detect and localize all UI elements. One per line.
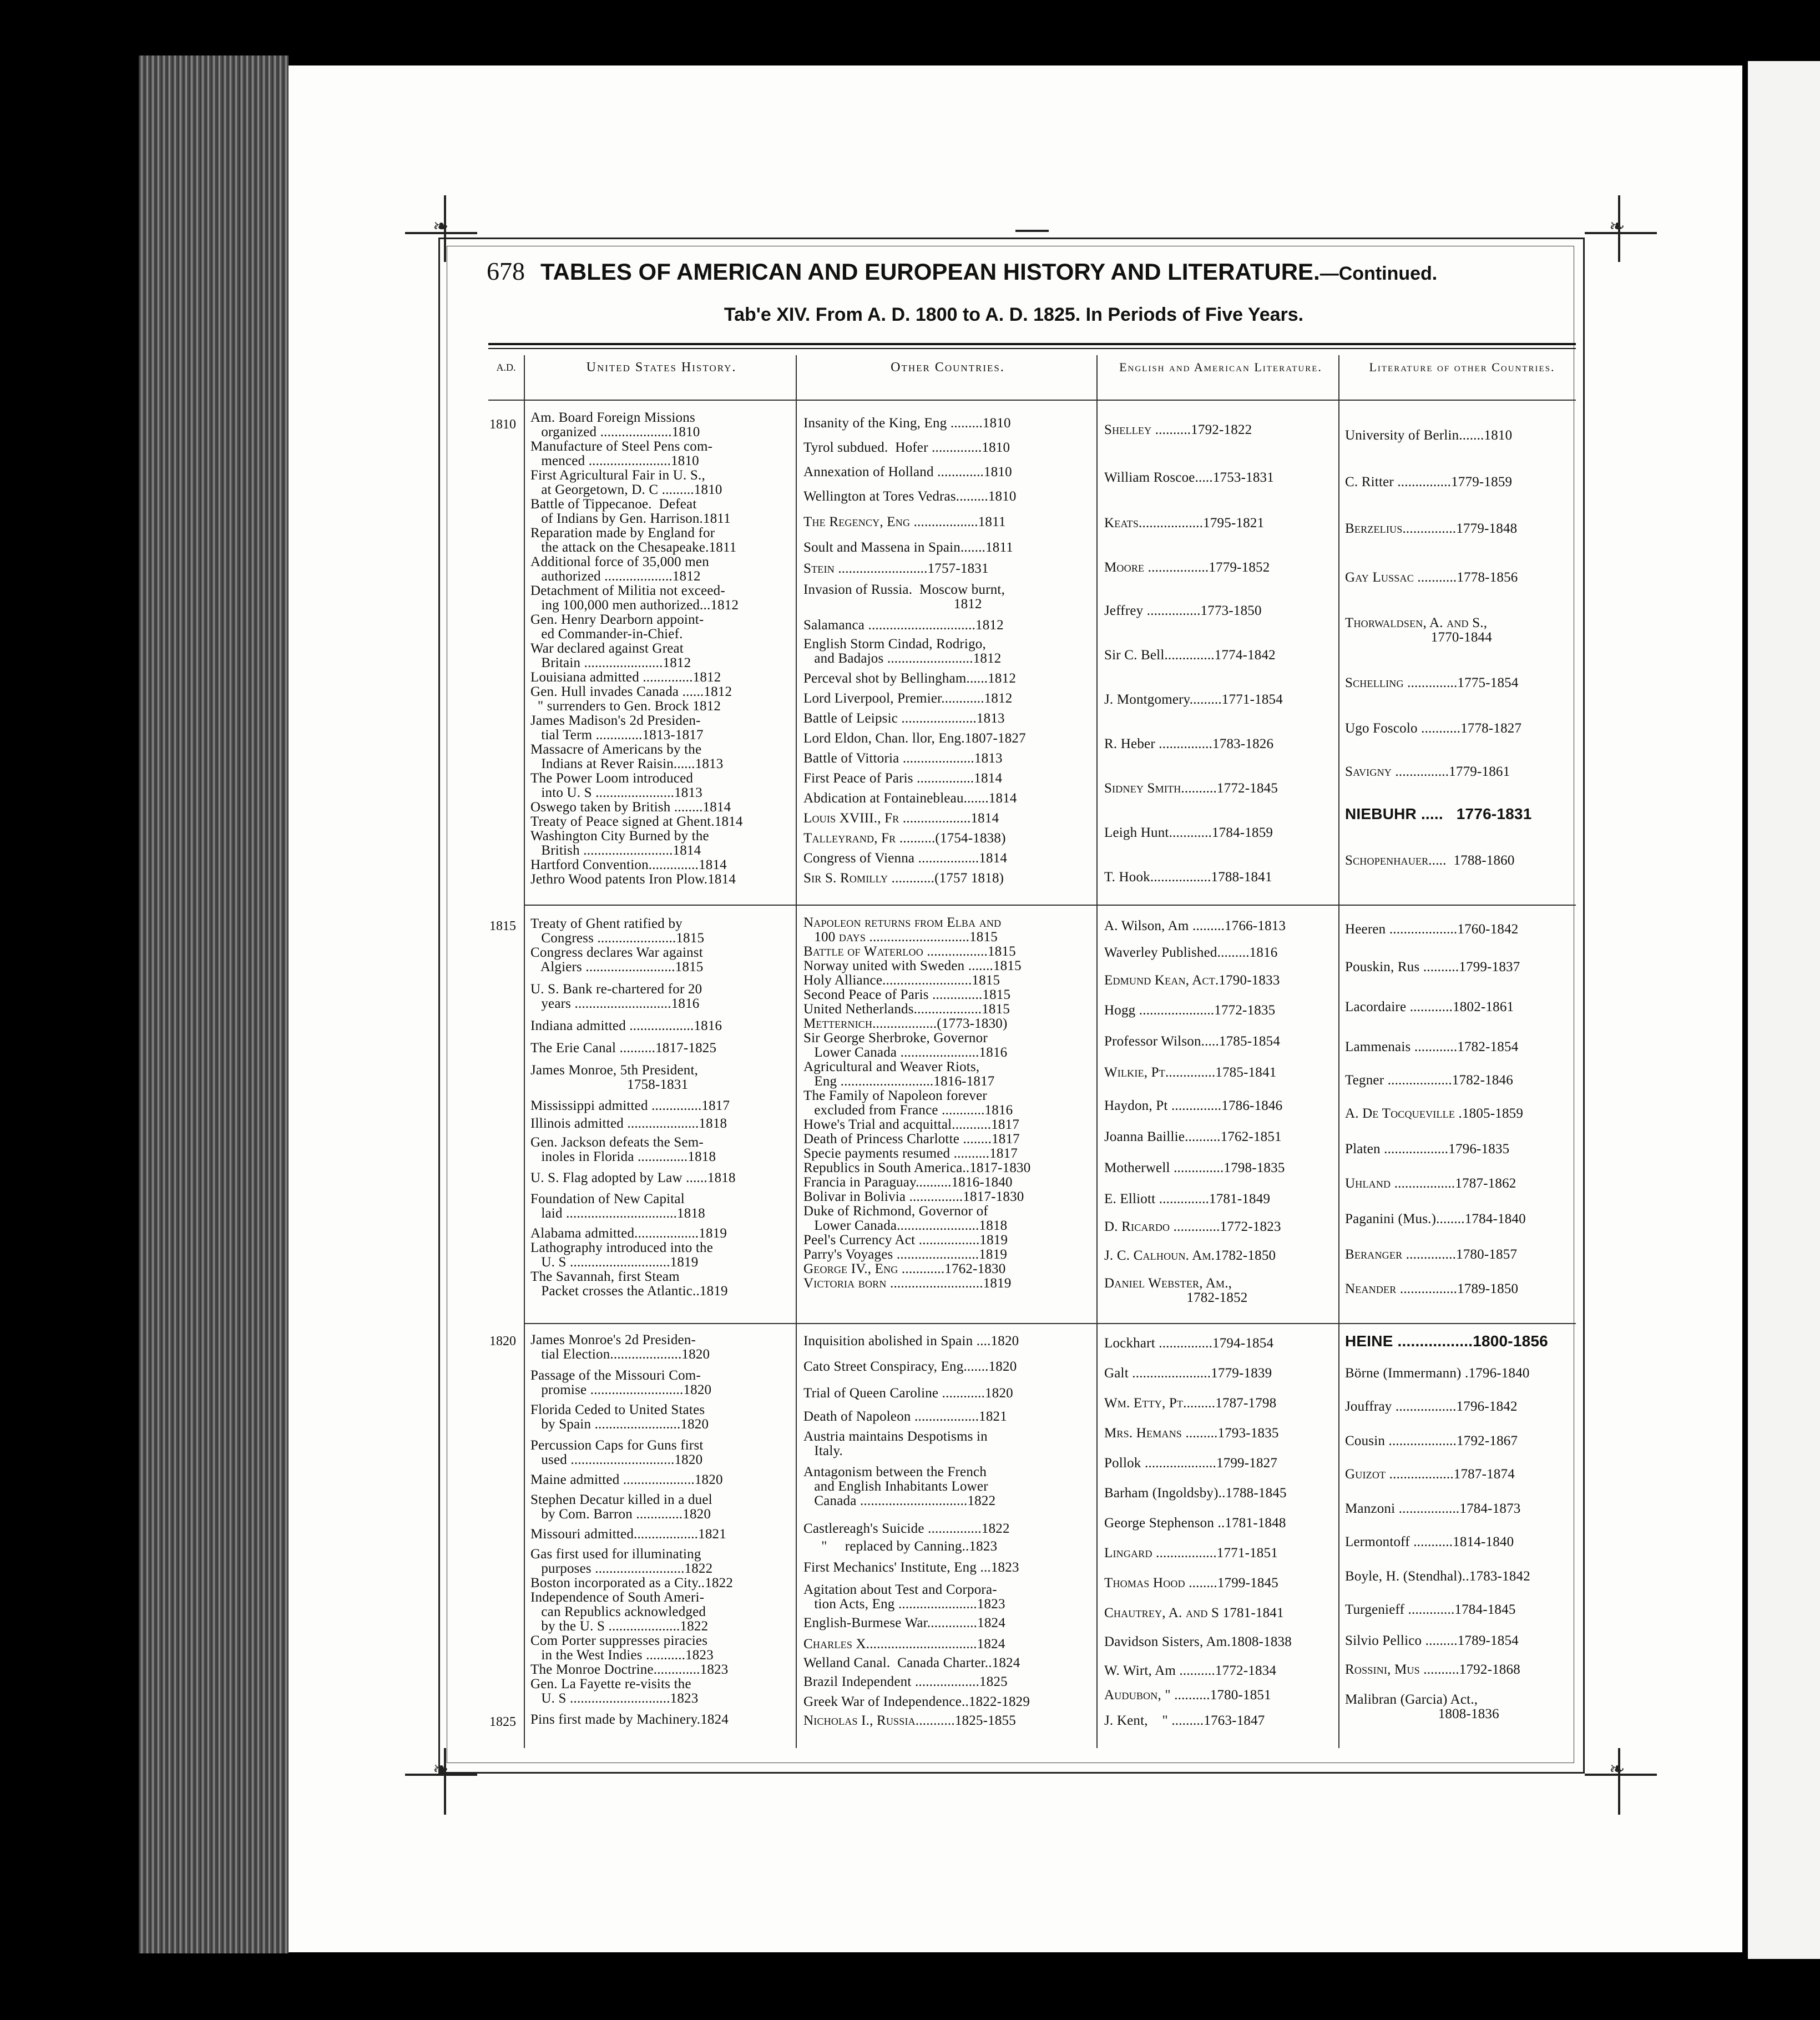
other-countries-entry: Battle of Waterloo .................1815 [803,944,1016,959]
english-literature-entry: Lingard .................1771-1851 [1104,1546,1278,1561]
us-history-entry: Missouri admitted..................1821 [530,1527,726,1542]
other-countries-entry: The Regency, Eng ..................1811 [803,514,1006,529]
other-countries-entry: Nicholas I., Russia...........1825-1855 [803,1713,1016,1728]
us-history-entry: Massacre of Americans by the Indians at Rever Raisin......1813 [530,742,724,771]
english-literature-entry: Mrs. Hemans .........1793-1835 [1104,1426,1279,1441]
other-literature-entry: Lammenais ............1782-1854 [1345,1039,1519,1054]
us-history-entry: The Savannah, first Steam Packet crosses the Atlantic..1819 [530,1269,728,1299]
other-countries-entry: Napoleon returns from Elba and 100 days ............................1815 [803,915,1002,945]
us-history-entry: Treaty of Ghent ratified by Congress ......................1815 [530,916,705,946]
other-countries-entry: Brazil Independent ..................1825 [803,1674,1008,1689]
other-countries-entry: " replaced by Canning..1823 [803,1539,998,1554]
other-countries-entry: Antagonism between the French and English Inhabitants Lower Canada ..............................1822 [803,1464,996,1508]
other-countries-entry: Talleyrand, Fr ..........(1754-1838) [803,831,1006,846]
us-history-entry: James Madison's 2d Presiden- tial Term .............1813-1817 [530,713,704,743]
us-history-entry: U. S. Bank re-chartered for 20 years ...........................1816 [530,982,702,1011]
other-countries-entry: Norway united with Sweden .......1815 [803,958,1022,973]
us-history-entry: Battle of Tippecanoe. Defeat of Indians by Gen. Harrison.1811 [530,497,731,526]
other-literature-entry: C. Ritter ...............1779-1859 [1345,474,1513,489]
other-countries-entry: Agricultural and Weaver Riots, Eng ..........................1816-1817 [803,1059,995,1089]
us-history-entry: Oswego taken by British ........1814 [530,800,731,815]
other-literature-entry: Lermontoff ...........1814-1840 [1345,1534,1514,1549]
us-history-entry: Illinois admitted ....................1818 [530,1116,727,1131]
other-literature-entry: Beranger ..............1780-1857 [1345,1247,1518,1262]
us-history-entry: Jethro Wood patents Iron Plow.1814 [530,872,736,887]
column-header-other-countries: Other Countries. [891,360,1005,375]
english-literature-entry: Motherwell ..............1798-1835 [1104,1160,1285,1175]
other-literature-entry: NIEBUHR ..... 1776-1831 [1345,805,1532,822]
column-header-english-american: English and American Literature. [1119,360,1322,374]
column-divider [796,355,797,1748]
english-literature-entry: Galt ......................1779-1839 [1104,1366,1272,1381]
other-countries-entry: Specie payments resumed ..........1817 [803,1146,1018,1161]
other-countries-entry: Inquisition abolished in Spain ....1820 [803,1334,1019,1349]
us-history-entry: Percussion Caps for Guns first used .............................1820 [530,1438,704,1467]
english-literature-entry: Lockhart ...............1794-1854 [1104,1336,1274,1351]
english-literature-entry: Wilkie, Pt..............1785-1841 [1104,1065,1277,1080]
other-literature-entry: A. De Tocqueville .1805-1859 [1345,1106,1524,1121]
table-subtitle: Tab'e XIV. From A. D. 1800 to A. D. 1825. In Periods of Five Years. [724,304,1304,325]
other-countries-entry: Austria maintains Despotisms in Italy. [803,1429,988,1458]
us-history-entry: Gas first used for illuminating purposes .........................1822 [530,1547,713,1576]
other-countries-entry: Perceval shot by Bellingham......1812 [803,671,1017,686]
us-history-entry: Indiana admitted ..................1816 [530,1018,722,1033]
other-literature-entry: University of Berlin.......1810 [1345,428,1513,443]
other-literature-entry: Malibran (Garcia) Act., 1808-1836 [1345,1692,1499,1721]
other-countries-entry: Battle of Leipsic .....................1813 [803,711,1005,726]
corner-flourish-bl-icon: ❧ [433,1759,449,1780]
us-history-entry: " surrenders to Gen. Brock 1812 [530,699,721,714]
other-literature-entry: HEINE .................1800-1856 [1345,1332,1548,1350]
us-history-entry: Hartford Convention..............1814 [530,857,727,872]
period-divider [524,905,1576,906]
other-countries-entry: Republics in South America..1817-1830 [803,1160,1031,1175]
us-history-entry: The Erie Canal ..........1817-1825 [530,1041,717,1056]
english-literature-entry: Waverley Published.........1816 [1104,945,1278,960]
english-literature-entry: George Stephenson ..1781-1848 [1104,1516,1286,1531]
us-history-entry: War declared against Great Britain ......................1812 [530,641,691,670]
other-countries-entry: United Netherlands...................1815 [803,1002,1010,1017]
year-label: 1810 [489,417,516,432]
us-history-entry: Gen. Jackson defeats the Sem- inoles in Florida ..............1818 [530,1135,716,1164]
header-row-divider [488,400,1576,401]
other-countries-entry: Lord Liverpool, Premier............1812 [803,691,1013,706]
other-literature-entry: Lacordaire ............1802-1861 [1345,999,1514,1014]
other-countries-entry: Death of Napoleon ..................1821 [803,1409,1007,1424]
column-header-ad: A.D. [496,362,516,373]
us-history-entry: James Monroe, 5th President, 1758-1831 [530,1063,699,1092]
corner-flourish-tl-icon: ❧ [433,216,449,237]
us-history-entry: Additional force of 35,000 men authorized ...................1812 [530,554,709,584]
heading-rule-thin [488,348,1576,349]
english-literature-entry: Wm. Etty, Pt.........1787-1798 [1104,1396,1277,1411]
english-literature-entry: Chautrey, A. and S 1781-1841 [1104,1605,1284,1620]
english-literature-entry: Audubon, " ..........1780-1851 [1104,1688,1271,1703]
other-countries-entry: Lord Eldon, Chan. llor, Eng.1807-1827 [803,731,1026,746]
us-history-entry: Foundation of New Capital laid ...............................1818 [530,1191,705,1221]
corner-flourish-tr-icon: ❧ [1609,216,1625,237]
english-literature-entry: J. Kent, " .........1763-1847 [1104,1713,1265,1728]
english-literature-entry: Davidson Sisters, Am.1808-1838 [1104,1634,1292,1649]
other-countries-entry: Insanity of the King, Eng .........1810 [803,416,1011,431]
other-literature-entry: Boyle, H. (Stendhal)..1783-1842 [1345,1569,1530,1584]
other-countries-entry: Cato Street Conspiracy, Eng.......1820 [803,1359,1017,1374]
other-countries-entry: Invasion of Russia. Moscow burnt, 1812 [803,582,1005,612]
year-label: 1820 [489,1334,516,1349]
other-countries-entry: Stein .........................1757-1831 [803,561,989,576]
other-literature-entry: Silvio Pellico .........1789-1854 [1345,1633,1519,1648]
us-history-entry: Louisiana admitted ..............1812 [530,670,721,685]
other-countries-entry: Battle of Vittoria ....................1813 [803,751,1003,766]
other-countries-entry: Trial of Queen Caroline ............1820 [803,1386,1013,1401]
us-history-entry: Am. Board Foreign Missions organized ....................1810 [530,410,700,440]
other-countries-entry: Metternich..................(1773-1830) [803,1016,1008,1031]
other-literature-entry: Pouskin, Rus ..........1799-1837 [1345,960,1520,974]
other-literature-entry: Rossini, Mus ..........1792-1868 [1345,1662,1520,1677]
other-literature-entry: Tegner ..................1782-1846 [1345,1073,1513,1088]
english-literature-entry: Jeffrey ...............1773-1850 [1104,603,1262,618]
english-literature-entry: Moore .................1779-1852 [1104,560,1270,575]
us-history-entry: Stephen Decatur killed in a duel by Com. Barron .............1820 [530,1492,712,1522]
other-literature-entry: Turgenieff .............1784-1845 [1345,1602,1516,1617]
english-literature-entry: Thomas Hood ........1799-1845 [1104,1575,1278,1590]
english-literature-entry: William Roscoe.....1753-1831 [1104,470,1274,485]
us-history-entry: Alabama admitted..................1819 [530,1226,727,1241]
other-countries-entry: Charles X...............................1824 [803,1637,1005,1652]
other-literature-entry: Heeren ...................1760-1842 [1345,922,1519,937]
other-literature-entry: Cousin ...................1792-1867 [1345,1433,1518,1448]
other-literature-entry: Schopenhauer..... 1788-1860 [1345,853,1515,868]
other-countries-entry: Wellington at Tores Vedras.........1810 [803,489,1017,504]
other-countries-entry: English-Burmese War..............1824 [803,1615,1005,1630]
column-divider [1096,355,1098,1748]
top-center-ornament [1015,230,1049,232]
other-countries-entry: Francia in Paraguay..........1816-1840 [803,1175,1013,1190]
page-heading [487,256,1541,286]
us-history-entry: First Agricultural Fair in U. S., at Georgetown, D. C .........1810 [530,468,722,497]
other-literature-entry: Gay Lussac ...........1778-1856 [1345,570,1518,585]
us-history-entry: Florida Ceded to United States by Spain ........................1820 [530,1402,709,1432]
us-history-entry: Congress declares War against Algiers .........................1815 [530,945,704,974]
other-literature-entry: Platen ..................1796-1835 [1345,1142,1510,1157]
english-literature-entry: E. Elliott ..............1781-1849 [1104,1191,1271,1206]
year-label: 1825 [489,1715,516,1729]
us-history-entry: Gen. Henry Dearborn appoint- ed Commander-in-Chief. [530,612,704,642]
english-literature-entry: T. Hook.................1788-1841 [1104,870,1272,885]
us-history-entry: The Monroe Doctrine.............1823 [530,1662,729,1677]
other-countries-entry: English Storm Cindad, Rodrigo, and Badajos ........................1812 [803,637,1002,666]
column-header-literature-other: Literature of other Countries. [1369,360,1555,374]
us-history-entry: Mississippi admitted ..............1817 [530,1098,730,1113]
other-literature-entry: Manzoni .................1784-1873 [1345,1501,1521,1516]
other-countries-entry: Second Peace of Paris ..............1815 [803,987,1011,1002]
other-literature-entry: Ugo Foscolo ...........1778-1827 [1345,721,1522,736]
other-countries-entry: Louis XVIII., Fr ...................1814 [803,811,999,826]
page-number: 678 [487,257,525,285]
us-history-entry: Treaty of Peace signed at Ghent.1814 [530,814,743,829]
us-history-entry: James Monroe's 2d Presiden- tial Election....................1820 [530,1332,710,1362]
other-countries-entry: Parry's Voyages .......................1819 [803,1247,1008,1262]
period-divider [524,1323,1576,1324]
other-countries-entry: Soult and Massena in Spain.......1811 [803,540,1013,555]
corner-flourish-br-icon: ❧ [1609,1759,1625,1780]
english-literature-entry: A. Wilson, Am .........1766-1813 [1104,918,1286,933]
english-literature-entry: D. Ricardo .............1772-1823 [1104,1219,1281,1234]
heading-rule-thick [488,343,1576,345]
other-literature-entry: Jouffray .................1796-1842 [1345,1399,1518,1414]
other-countries-entry: Howe's Trial and acquittal...........1817 [803,1117,1020,1132]
english-literature-entry: Joanna Baillie..........1762-1851 [1104,1129,1282,1144]
english-literature-entry: J. C. Calhoun. Am.1782-1850 [1104,1248,1276,1263]
other-countries-entry: Victoria born ..........................1819 [803,1276,1012,1291]
english-literature-entry: Professor Wilson.....1785-1854 [1104,1034,1281,1049]
other-countries-entry: First Peace of Paris ................1814 [803,771,1003,786]
other-countries-entry: Sir George Sherbroke, Governor Lower Canada ......................1816 [803,1031,1008,1060]
facing-page-edge [1748,61,1820,1959]
english-literature-entry: Shelley ..........1792-1822 [1104,422,1252,437]
english-literature-entry: Sidney Smith..........1772-1845 [1104,781,1278,796]
english-literature-entry: Barham (Ingoldsby)..1788-1845 [1104,1486,1287,1501]
other-countries-entry: Death of Princess Charlotte ........1817 [803,1132,1020,1147]
us-history-entry: Manufacture of Steel Pens com- menced .......................1810 [530,439,713,468]
other-literature-entry: Savigny ...............1779-1861 [1345,764,1510,779]
us-history-entry: The Power Loom introduced into U. S ......................1813 [530,771,702,800]
english-literature-entry: Haydon, Pt ..............1786-1846 [1104,1098,1283,1113]
us-history-entry: Independence of South Ameri- can Republics acknowledged by the U. S ....................1822 [530,1590,709,1634]
us-history-entry: Lathography introduced into the U. S ............................1819 [530,1240,714,1270]
other-countries-entry: Peel's Currency Act .................1819 [803,1233,1008,1248]
english-literature-entry: Hogg .....................1772-1835 [1104,1003,1276,1018]
us-history-entry: U. S. Flag adopted by Law ......1818 [530,1170,736,1185]
continued-label: —Continued. [1320,263,1438,284]
english-literature-entry: Leigh Hunt............1784-1859 [1104,825,1273,840]
other-countries-entry: Holy Alliance.........................1815 [803,973,1000,988]
us-history-entry: Com Porter suppresses piracies in the West Indies ...........1823 [530,1633,714,1663]
other-countries-entry: Congress of Vienna .................1814 [803,851,1008,866]
english-literature-entry: J. Montgomery.........1771-1854 [1104,692,1283,707]
column-header-us-history: United States History. [586,360,737,375]
other-countries-entry: Greek War of Independence..1822-1829 [803,1694,1030,1709]
other-literature-entry: Guizot ..................1787-1874 [1345,1467,1515,1482]
english-literature-entry: Sir C. Bell..............1774-1842 [1104,648,1276,663]
other-literature-entry: Schelling ..............1775-1854 [1345,675,1519,690]
other-literature-entry: Thorwaldsen, A. and S., 1770-1844 [1345,615,1492,645]
us-history-entry: Pins first made by Machinery.1824 [530,1712,729,1727]
book-spine-edge [139,55,289,1953]
other-countries-entry: Sir S. Romilly ............(1757 1818) [803,871,1004,886]
other-literature-entry: Neander ................1789-1850 [1345,1281,1519,1296]
other-countries-entry: Bolivar in Bolivia ...............1817-1830 [803,1189,1024,1204]
english-literature-entry: R. Heber ...............1783-1826 [1104,736,1274,751]
page-title: TABLES OF AMERICAN AND EUROPEAN HISTORY AND LITERATURE. [540,259,1320,285]
other-literature-entry: Uhland .................1787-1862 [1345,1176,1516,1191]
us-history-entry: Maine admitted ....................1820 [530,1472,723,1487]
other-countries-entry: Castlereagh's Suicide ...............1822 [803,1521,1010,1536]
us-history-entry: Washington City Burned by the British .........................1814 [530,829,709,858]
other-countries-entry: Annexation of Holland .............1810 [803,464,1012,479]
english-literature-entry: W. Wirt, Am ..........1772-1834 [1104,1663,1277,1678]
us-history-entry: Reparation made by England for the attack on the Chesapeake.1811 [530,526,737,555]
column-divider [1338,355,1339,1748]
other-countries-entry: Duke of Richmond, Governor of Lower Canada.......................1818 [803,1204,1008,1233]
other-literature-entry: Börne (Immermann) .1796-1840 [1345,1366,1530,1381]
english-literature-entry: Edmund Kean, Act.1790-1833 [1104,973,1280,988]
english-literature-entry: Keats..................1795-1821 [1104,516,1265,531]
other-literature-entry: Paganini (Mus.)........1784-1840 [1345,1211,1526,1226]
us-history-entry: Gen. Hull invades Canada ......1812 [530,684,732,699]
year-label: 1815 [489,919,516,933]
column-divider [524,355,525,1748]
other-countries-entry: First Mechanics' Institute, Eng ...1823 [803,1560,1019,1575]
other-countries-entry: Tyrol subdued. Hofer ..............1810 [803,440,1010,455]
us-history-entry: Detachment of Militia not exceed- ing 100,000 men authorized...1812 [530,583,739,613]
english-literature-entry: Pollok ....................1799-1827 [1104,1456,1278,1471]
other-countries-entry: George IV., Eng ............1762-1830 [803,1261,1006,1276]
other-countries-entry: Welland Canal. Canada Charter..1824 [803,1655,1020,1670]
us-history-entry: Passage of the Missouri Com- promise ..........................1820 [530,1368,712,1397]
english-literature-entry: Daniel Webster, Am., 1782-1852 [1104,1276,1248,1305]
us-history-entry: Gen. La Fayette re-visits the U. S ............................1823 [530,1676,699,1706]
other-literature-entry: Berzelius...............1779-1848 [1345,521,1518,536]
us-history-entry: Boston incorporated as a City..1822 [530,1575,734,1590]
other-countries-entry: Agitation about Test and Corpora- tion Acts, Eng ......................1823 [803,1582,1005,1612]
other-countries-entry: The Family of Napoleon forever excluded from France ............1816 [803,1088,1013,1118]
other-countries-entry: Abdication at Fontainebleau.......1814 [803,791,1017,806]
other-countries-entry: Salamanca ..............................1812 [803,618,1004,633]
